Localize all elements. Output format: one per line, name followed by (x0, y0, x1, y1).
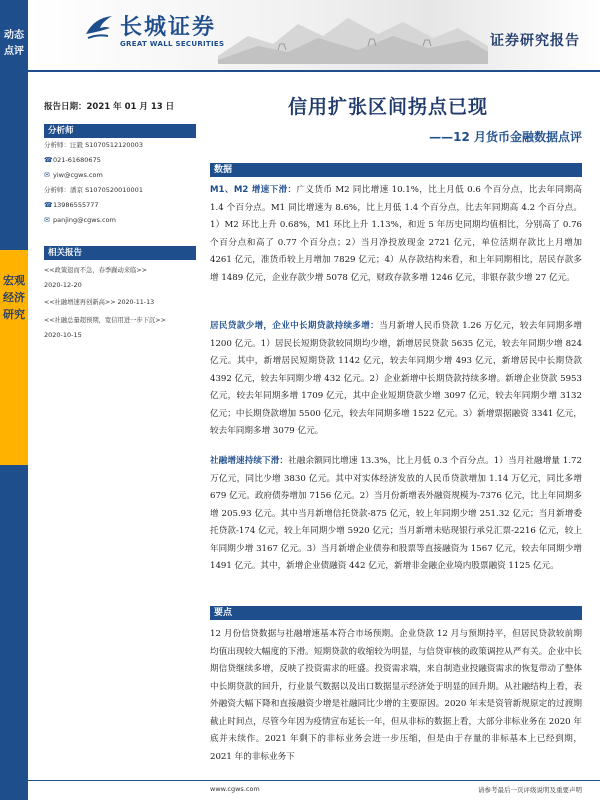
footer-divider (28, 780, 600, 781)
paragraph-lead: 居民贷款少增，企业中长期贷款持续多增： (210, 321, 380, 331)
paragraph-key-points (210, 626, 582, 778)
footer-disclaimer: 请参考最后一页评级说明及重要声明 (478, 786, 582, 794)
analyst-1-email[interactable]: ✉ yiw@cgws.com (44, 168, 196, 183)
analyst-2-phone: ☎ 13986555777 (44, 198, 196, 213)
phone-icon: ☎ (44, 201, 53, 209)
page-header (28, 0, 600, 70)
analyst-section-header: 分析师 (44, 124, 196, 138)
analyst-2: 分析师：潘京 S1070520010001 (44, 186, 143, 194)
related-report-link[interactable]: <<社融增速再创新高>> 2020-11-13 (44, 299, 155, 306)
report-date: 报告日期：2021 年 01 月 13 日 (44, 102, 175, 112)
related-section-header: 相关报告 (44, 246, 196, 260)
report-type-label: 证券研究报告 (490, 33, 580, 49)
company-logo (84, 10, 234, 60)
paragraph-loans (210, 318, 582, 441)
related-report-link[interactable]: <<社融总量超预期，宽信用进一步下沉>> (44, 317, 166, 324)
phone-icon: ☎ (44, 156, 53, 164)
paragraph-body: 社融余额同比增速 13.3%，比上月低 0.3 个百分点。1）当月社融增量 1.72 万亿元，同比少增 3830 亿元。其中对实体经济发放的人民币贷款增加 1.14 万亿元，同比多增 679 亿元。政府债券增加 7156 亿元。2）当月份新增表外融资规模为-7376 亿元，比上年同期多增 205.93 亿元。其中当月新增信托贷款-875 亿元，较上年同期少增 251.32 亿元；当月新增委托贷款-174 亿元，较上年同期少增 5920 亿元；当月新增未贴现银行承兑汇票-2216 亿元，较上年同期少增 3167 亿元。3）当月新增企业债券和股票等直接融资为 1567 亿元，较去年同期少增 1491 亿元。其中，新增企业债融资 442 亿元，新增非金融企业境内股票融资 1125 亿元。 (210, 456, 582, 571)
mail-icon: ✉ (44, 216, 50, 224)
paragraph-body: 当月新增人民币贷款 1.26 万亿元，较去年同期多增 1200 亿元。1）居民长短期贷款较同期均少增，新增居民贷款 5635 亿元，较去年同期少增 824 亿元。其中，新增居民短期贷款 1142 亿元，较去年同期少增 493 亿元，新增居民中长期贷款 4392 亿元，较去年同期少增 432 亿元。2）企业新增中长期贷款持续多增。新增企业贷款 5953 亿元，较去年同期多增 1709 亿元，其中企业短期贷款少增 3097 亿元，较去年同期少增 3132 亿元；中长期贷款增加 5500 亿元，较去年同期多增 1522 亿元。3）新增票据融资 3341 亿元，较去年同期多增 3079 亿元。 (210, 321, 582, 436)
logo-text-en: GREAT WALL SECURITIES (120, 40, 225, 48)
info-column (44, 80, 196, 346)
analyst-1-phone: ☎ 021-61680675 (44, 153, 196, 168)
paragraph-lead: 社融增速持续下滑： (210, 456, 289, 466)
header-divider (28, 70, 600, 72)
report-subtitle: ——12 月货币金融数据点评 (429, 130, 582, 144)
related-report-date: 2020-10-15 (44, 331, 82, 339)
paragraph-body: 广义货币 M2 同比增速 10.1%，比上月低 0.6 个百分点，比去年同期高 1.4 个百分点。M1 同比增速为 8.6%，比上月低 1.4 个百分点，比去年同期高 4.2 个百分点。1）M2 环比上升 0.68%，M1 环比上升 1.13%，和近 5 年历史同期均值相比，分别高了 0.76 个百分点和高了 0.77 个百分点；2）当月净投放现金 2721 亿元，单位活期存款比上月增加 4261 亿元，准货币较上月增加 7829 亿元；4）从存款结构来看，和上年同期相比，居民存款多增 1489 亿元，企业存款少增 5078 亿元，财政存款多增 1246 亿元，非银存款少增 27 亿元。 (210, 185, 582, 283)
analyst-1: 分析师：汪毅 S1070512120003 (44, 141, 143, 149)
category-block (0, 250, 28, 465)
logo-bird-icon (84, 12, 114, 42)
footer-website-link[interactable]: www.cgws.com (210, 785, 260, 793)
paragraph-social-financing (210, 453, 582, 576)
logo-text-cn: 长城证券 (120, 15, 217, 40)
mail-icon: ✉ (44, 171, 50, 179)
related-report-date: 2020-12-20 (44, 281, 82, 289)
report-kind-vertical: 动态点评 (4, 30, 24, 57)
category-label-vertical: 宏观经济研究 (3, 274, 25, 321)
side-strip (0, 0, 28, 800)
report-title: 信用扩张区间拐点已现 (288, 96, 489, 118)
data-section-header: 数据 (210, 163, 582, 177)
analyst-2-email[interactable]: ✉ panjing@cgws.com (44, 213, 196, 228)
paragraph-body: 12 月份信贷数据与社融增速基本符合市场预期。企业贷款 12 月与预期持平，但居民贷款较前期均值出现较大幅度的下滑。短期贷款的收缩较为明显，与信贷审核的政策调控从严有关。企业中长期信贷继续多增，反映了投资需求的旺盛。投资需求端，来自制造业投融资需求的恢复带动了整体中长期贷款的回升，行业景气数据以及出口数据显示经济处于明显的回升期。从社融结构上看，表外融资大幅下降和直接融资少增是社融同比少增的主要原因。2020 年末是资管新规原定的过渡期截止时间点，尽管今年因为疫情宣布延长一年，但从非标的数据上看，大部分非标业务在 2020 年底并未续作。2021 年剩下的非标业务会进一步压缩，但是由于存量的非标基本上已经到期，2021 年的非标业务下 (210, 629, 582, 762)
related-report-link[interactable]: <<政策退而不急，春季躁动来临>> (44, 267, 147, 274)
great-wall-illustration (218, 6, 488, 64)
paragraph-lead: M1、M2 增速下滑： (210, 185, 297, 195)
key-points-section-header: 要点 (210, 606, 582, 620)
paragraph-money-supply (210, 182, 582, 287)
